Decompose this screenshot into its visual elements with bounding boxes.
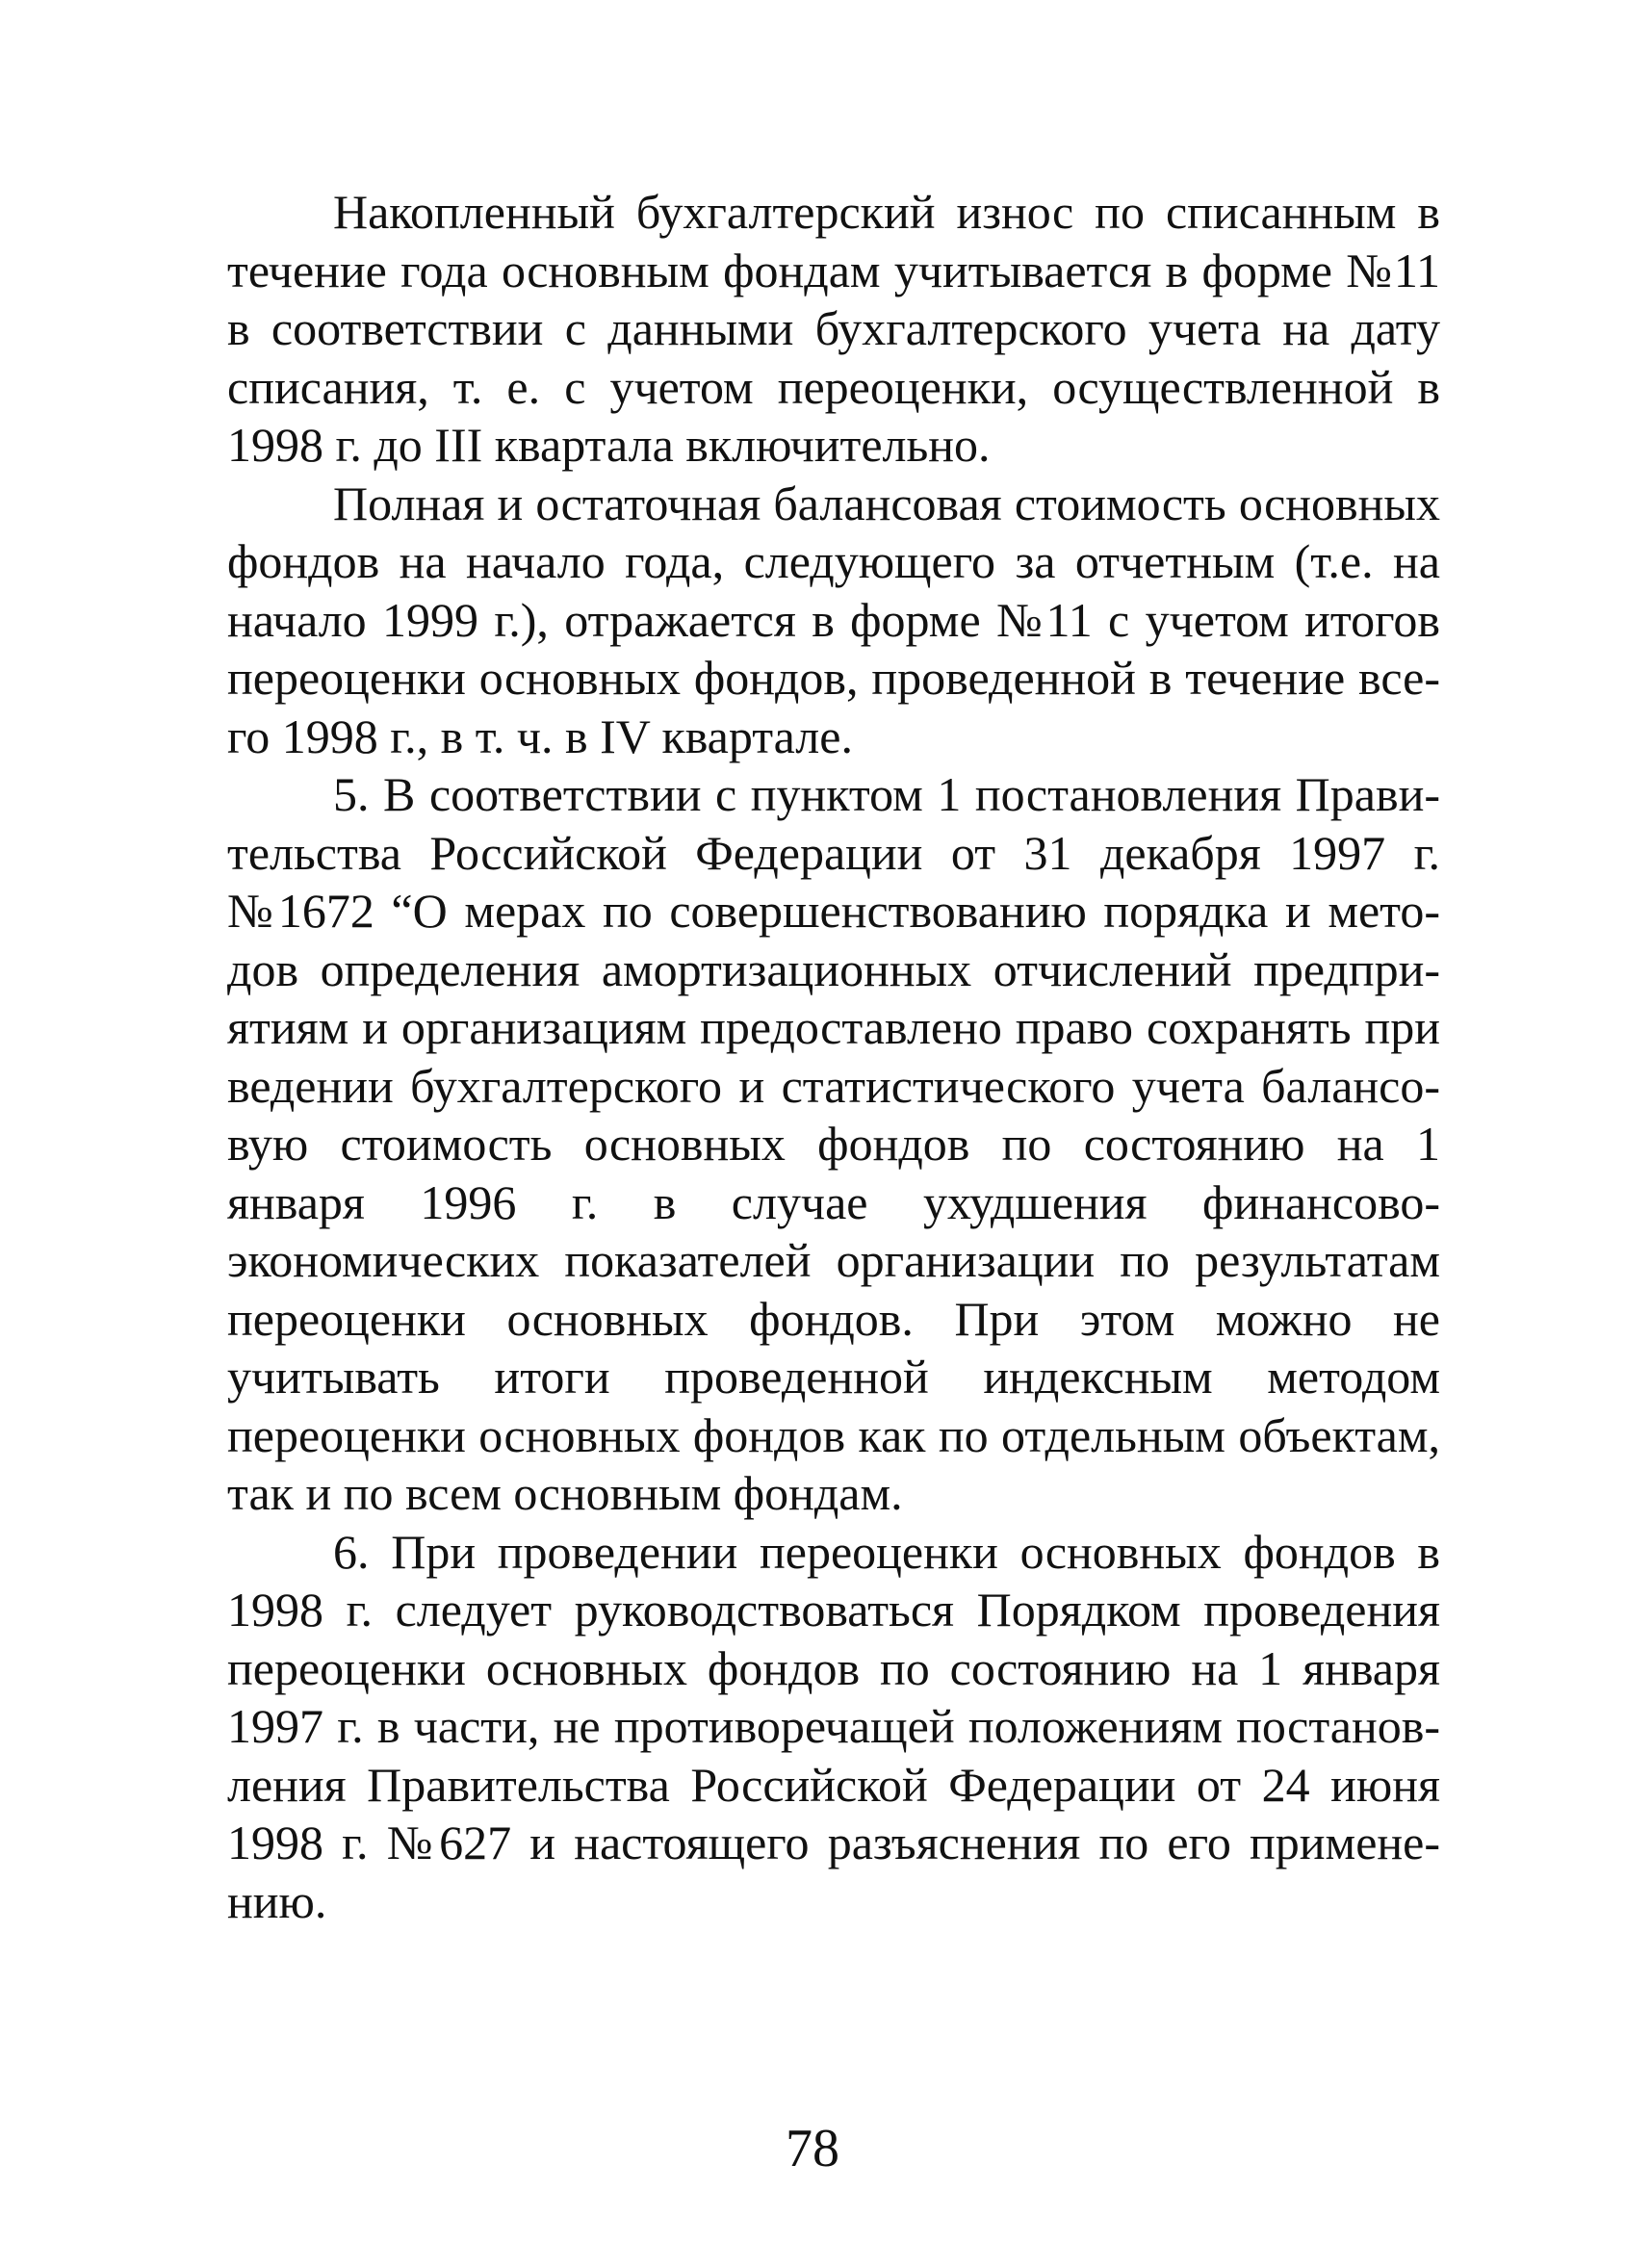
paragraph-depreciation: Накопленный бухгалтерский износ по списанным в течение года основным фондам учитывается в форме №11 в соответствии с данными бухгалтерского учета на дату списания, т. е. с учетом переоценки, осуществленной в 1998 г. до III квартала включительно. <box>227 185 1440 472</box>
page-number: 78 <box>786 2119 839 2178</box>
body-text <box>227 183 1440 1930</box>
paragraph-item-6: 6. При проведении переоценки основных фондов в 1998 г. следует руководствоваться Порядком проведения переоценки основных фондов по состоянию на 1 января 1997 г. в части, не противоречащей положениям постановления Правительства Российской Федерации от 24 июня 1998 г. №627 и настоящего разъяснения по его применению. <box>227 1524 1440 1928</box>
paragraph-balance-value: Полная и остаточная балансовая стоимость основных фондов на начало года, следующего за отчетным (т.е. на начало 1999 г.), отражается в форме №11 с учетом итогов переоценки основных фондов, проведенной в течение всего 1998 г., в т. ч. в IV квартале. <box>227 476 1440 763</box>
paragraph-item-5: 5. В соответствии с пунктом 1 постановления Правительства Российской Федерации от 31 декабря 1997 г. №1672 “О мерах по совершенствованию порядка и методов определения амортизационных отчислений предприятиям и организациям предоставлено право сохранять при ведении бухгалтерского и статистического учета балансовую стоимость основных фондов по состоянию на 1 января 1996 г. в случае ухудшения финансово-экономических показателей организации по результатам переоценки основных фондов. При этом можно не учитывать итоги проведенной индексным методом переоценки основных фондов как по отдельным объектам, так и по всем основным фондам. <box>227 767 1440 1520</box>
